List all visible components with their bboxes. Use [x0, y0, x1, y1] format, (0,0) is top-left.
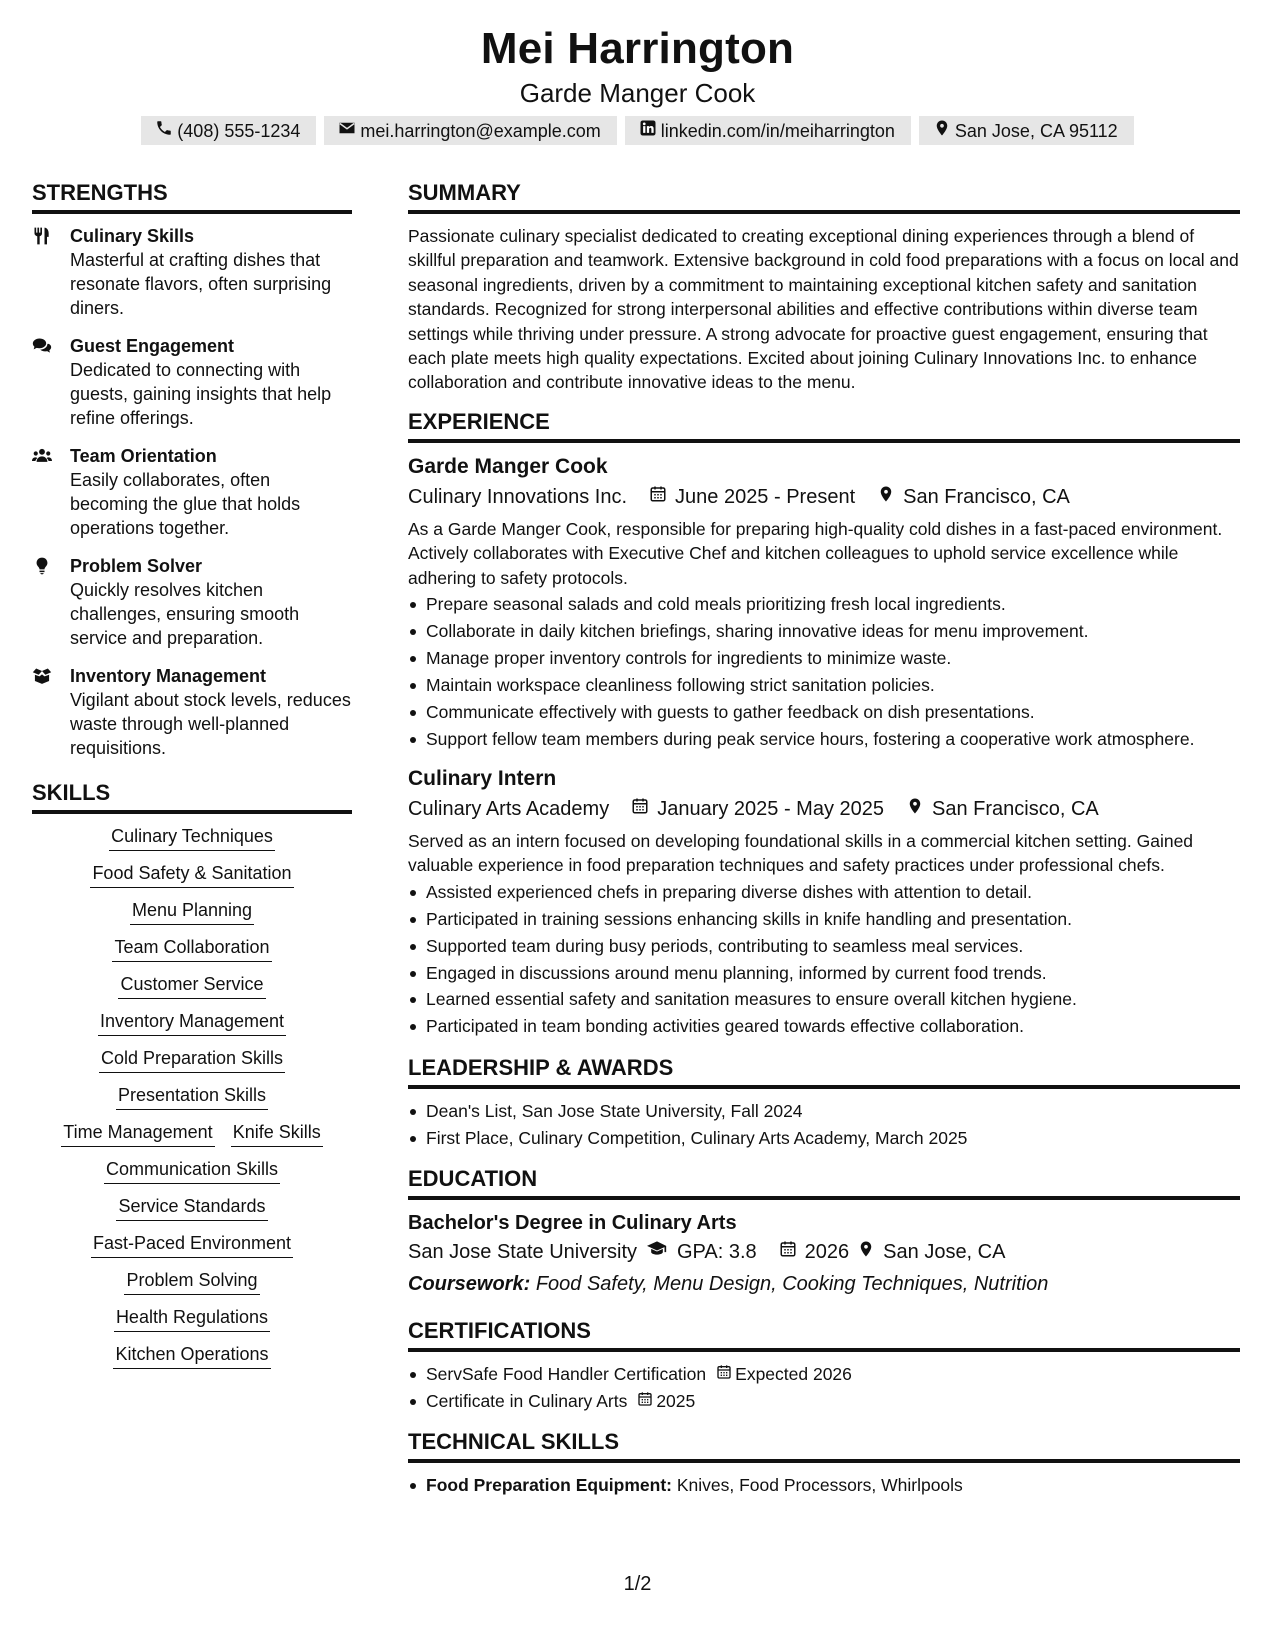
list-item: Dean's List, San Jose State University, Fall 2024 — [408, 1099, 1240, 1123]
job-title: Culinary Intern — [408, 767, 557, 790]
job-title: Garde Manger Cook — [408, 454, 608, 478]
list-item: Participated in team bonding activities geared towards effective collaboration. — [408, 1014, 1240, 1038]
skill-tag: Cold Preparation Skills — [99, 1048, 285, 1073]
list-item: Supported team during busy periods, contributing to seamless meal services. — [408, 934, 1240, 958]
location-contact — [919, 116, 1134, 145]
skill-tag: Time Management — [61, 1122, 214, 1147]
strength-item — [32, 664, 352, 760]
email-contact[interactable] — [324, 116, 616, 145]
calendar-icon — [631, 795, 649, 823]
list-item: Prepare seasonal salads and cold meals prioritizing fresh local ingredients. — [408, 592, 1240, 616]
certifications-list — [408, 1362, 1240, 1413]
page-number: 1/2 — [623, 1573, 652, 1595]
skill-tag: Kitchen Operations — [113, 1344, 270, 1369]
certifications-heading: CERTIFICATIONS — [408, 1316, 1240, 1352]
strength-item — [32, 554, 352, 650]
comments-icon — [32, 334, 70, 430]
job-location: San Francisco, CA — [903, 485, 1070, 508]
strength-name: Inventory Management — [70, 666, 267, 686]
strength-name: Culinary Skills — [70, 226, 195, 246]
calendar-icon — [779, 1238, 797, 1266]
job-entry — [408, 765, 1240, 1039]
skills-list — [32, 824, 352, 1366]
job-meta — [408, 483, 1240, 511]
skill-tag: Communication Skills — [104, 1159, 280, 1184]
list-item: Assisted experienced chefs in preparing diverse dishes with attention to detail. — [408, 880, 1240, 904]
strength-item — [32, 444, 352, 540]
strength-desc: Vigilant about stock levels, reduces waste through well-planned requisitions. — [70, 690, 351, 758]
skill-tag: Fast-Paced Environment — [91, 1233, 293, 1258]
map-pin-icon — [857, 1238, 875, 1266]
skill-tag: Health Regulations — [114, 1307, 270, 1332]
users-icon — [32, 444, 70, 540]
experience-heading: EXPERIENCE — [408, 407, 1240, 443]
tech-label: Food Preparation Equipment: — [426, 1475, 672, 1496]
school-location: San Jose, CA — [883, 1241, 1006, 1264]
strength-name: Guest Engagement — [70, 336, 235, 356]
skill-tag: Presentation Skills — [116, 1085, 268, 1110]
education-heading: EDUCATION — [408, 1164, 1240, 1200]
list-item: Communicate effectively with guests to gather feedback on dish presentations. — [408, 700, 1240, 724]
right-column — [408, 178, 1240, 1500]
location-text: San Jose, CA 95112 — [954, 120, 1118, 141]
leadership-list — [408, 1099, 1240, 1150]
candidate-title: Garde Manger Cook — [519, 78, 756, 108]
strength-desc: Masterful at crafting dishes that resonate flavors, often surprising diners. — [70, 250, 332, 318]
list-item: Manage proper inventory controls for ingredients to minimize waste. — [408, 646, 1240, 670]
skill-tag: Knife Skills — [231, 1122, 323, 1147]
cert-date: 2025 — [656, 1390, 696, 1411]
list-item: Learned essential safety and sanitation measures to ensure overall kitchen hygiene. — [408, 987, 1240, 1011]
linkedin-icon — [639, 119, 657, 142]
skill-tag: Team Collaboration — [112, 937, 271, 962]
envelope-icon — [338, 119, 356, 142]
phone-icon — [155, 119, 173, 142]
skill-tag: Food Safety & Sanitation — [90, 863, 293, 888]
linkedin-text: linkedin.com/in/meiharrington — [660, 120, 895, 141]
list-item: Maintain workspace cleanliness following strict sanitation policies. — [408, 673, 1240, 697]
utensils-icon — [32, 224, 70, 320]
list-item: First Place, Culinary Competition, Culinary Arts Academy, March 2025 — [408, 1126, 1240, 1150]
degree-name: Bachelor's Degree in Culinary Arts — [408, 1212, 737, 1235]
skill-tag: Service Standards — [116, 1196, 267, 1221]
resume-header — [0, 0, 1275, 145]
strength-desc: Easily collaborates, often becoming the glue that holds operations together. — [70, 470, 301, 538]
list-item — [408, 1389, 1240, 1413]
phone-contact[interactable] — [141, 116, 316, 145]
coursework-label: Coursework: — [408, 1273, 531, 1296]
skills-heading: SKILLS — [32, 778, 352, 814]
coursework — [408, 1270, 1240, 1298]
job-meta — [408, 795, 1240, 823]
strength-item — [32, 334, 352, 430]
gpa-text: GPA: 3.8 — [677, 1241, 757, 1264]
cert-name: ServSafe Food Handler Certification — [426, 1364, 707, 1385]
graduation-year: 2026 — [804, 1241, 850, 1264]
job-dates: January 2025 - May 2025 — [657, 798, 885, 820]
tech-value: Knives, Food Processors, Whirlpools — [676, 1475, 963, 1496]
company-name: Culinary Innovations Inc. — [408, 485, 628, 508]
left-column — [32, 178, 352, 1366]
company-name: Culinary Arts Academy — [408, 798, 610, 820]
strength-name: Team Orientation — [70, 446, 217, 466]
candidate-name: Mei Harrington — [480, 24, 795, 73]
calendar-icon — [716, 1362, 732, 1386]
strength-desc: Quickly resolves kitchen challenges, ensuring smooth service and preparation. — [70, 580, 300, 648]
cert-name: Certificate in Culinary Arts — [426, 1390, 628, 1411]
list-item: Engaged in discussions around menu planning, informed by current food trends. — [408, 961, 1240, 985]
strength-desc: Dedicated to connecting with guests, gaining insights that help refine offerings. — [70, 360, 332, 428]
job-location: San Francisco, CA — [932, 798, 1099, 820]
school-name: San Jose State University — [408, 1241, 637, 1264]
job-dates: June 2025 - Present — [675, 485, 856, 508]
job-description: Served as an intern focused on developing foundational skills in a commercial kitchen setting. Gained valuable experience in food preparation techniques and safety practices under professional chefs. — [408, 831, 1194, 876]
contact-bar — [0, 116, 1275, 145]
technical-skills-heading: TECHNICAL SKILLS — [408, 1427, 1240, 1463]
list-item — [408, 1473, 1240, 1497]
job-bullets — [408, 592, 1240, 751]
education-meta — [408, 1238, 1240, 1266]
phone-text: (408) 555-1234 — [177, 120, 301, 141]
cert-date: Expected 2026 — [735, 1364, 852, 1385]
strength-item — [32, 224, 352, 320]
list-item: Participated in training sessions enhancing skills in knife handling and presentation. — [408, 907, 1240, 931]
coursework-list: Food Safety, Menu Design, Cooking Techniques, Nutrition — [535, 1273, 1049, 1296]
technical-skills-list — [408, 1473, 1240, 1497]
summary-text: Passionate culinary specialist dedicated to creating exceptional dining experiences through a blend of skillful preparation and teamwork. Extensive background in cold food preparations with a focus on local and seasonal ingredients, driven by a commitment to maintaining exceptional kitchen safety and sanitation standards. Recognized for strong interpersonal abilities and effective contributions within diverse team settings while thriving under pressure. A strong advocate for proactive guest engagement, ensuring that each plate meets high quality expectations. Excited about joining Culinary Innovations Inc. to enhance collaboration and contribute innovative ideas to the menu. — [408, 226, 1239, 393]
email-text: mei.harrington@example.com — [360, 120, 601, 141]
list-item: Support fellow team members during peak service hours, fostering a cooperative work atmosphere. — [408, 727, 1240, 751]
leadership-heading: LEADERSHIP & AWARDS — [408, 1053, 1240, 1089]
skill-tag: Customer Service — [118, 974, 265, 999]
map-pin-icon — [906, 795, 924, 823]
list-item — [408, 1362, 1240, 1386]
job-description: As a Garde Manger Cook, responsible for preparing high-quality cold dishes in a fast-paced environment. Actively collaborates with Executive Chef and kitchen colleagues to uphold service excellence while adhering to safety protocols. — [408, 518, 1223, 588]
calendar-icon — [649, 483, 667, 511]
linkedin-contact[interactable] — [625, 116, 911, 145]
skill-tag: Problem Solving — [124, 1270, 259, 1295]
list-item: Collaborate in daily kitchen briefings, sharing innovative ideas for menu improvement. — [408, 619, 1240, 643]
summary-heading: SUMMARY — [408, 178, 1240, 214]
graduation-cap-icon — [645, 1238, 669, 1266]
skill-tag: Culinary Techniques — [109, 826, 275, 851]
job-entry — [408, 453, 1240, 751]
skill-tag: Menu Planning — [130, 900, 254, 925]
strength-name: Problem Solver — [70, 556, 203, 576]
lightbulb-icon — [32, 554, 70, 650]
job-bullets — [408, 880, 1240, 1039]
map-pin-icon — [877, 483, 895, 511]
map-pin-icon — [933, 119, 951, 142]
skill-tag: Inventory Management — [98, 1011, 286, 1036]
calendar-icon — [637, 1389, 653, 1413]
box-open-icon — [32, 664, 70, 760]
strengths-heading: STRENGTHS — [32, 178, 352, 214]
